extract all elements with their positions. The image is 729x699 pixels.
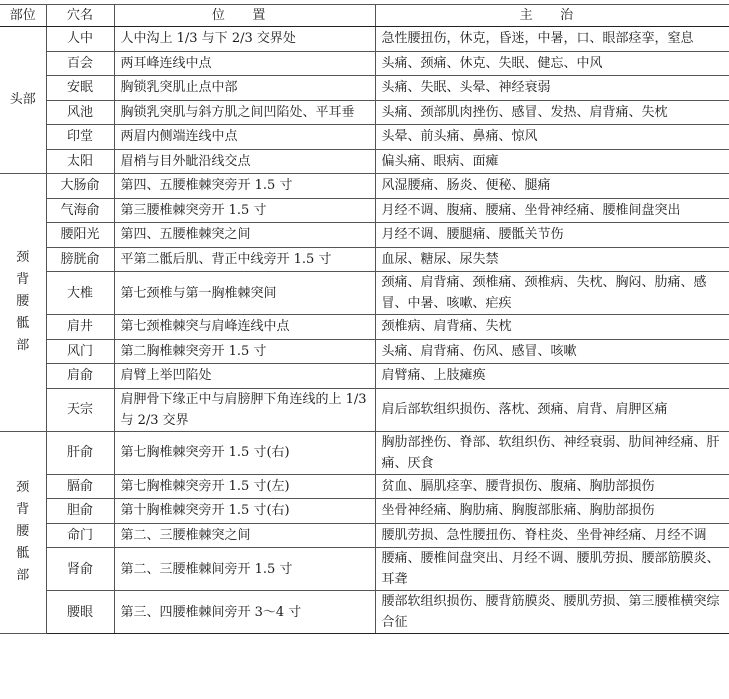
- location-cell: 第二、三腰椎棘间旁开 1.5 寸: [114, 548, 375, 591]
- region-cell: [0, 27, 46, 174]
- table-row: [0, 591, 729, 634]
- point-cell: 腰阳光: [46, 223, 114, 248]
- location-cell: 两耳峰连线中点: [114, 51, 375, 76]
- point-cell: 风池: [46, 100, 114, 125]
- location-cell: 平第二骶后肌、背正中线旁开 1.5 寸: [114, 247, 375, 272]
- region-label: 颈 背 腰 骶 部: [16, 480, 30, 584]
- location-cell: 第四、五腰椎棘突之间: [114, 223, 375, 248]
- location-cell: 肩臂上举凹陷处: [114, 364, 375, 389]
- indication-cell: 偏头痛、眼病、面瘫: [375, 149, 729, 174]
- table-row: [0, 149, 729, 174]
- indication-cell: 月经不调、腹痛、腰痛、坐骨神经痛、腰椎间盘突出: [375, 198, 729, 223]
- point-cell: 太阳: [46, 149, 114, 174]
- indication-cell: 头痛、颈部肌肉挫伤、感冒、发热、肩背痛、失枕: [375, 100, 729, 125]
- table-row: [0, 51, 729, 76]
- location-cell: 第十胸椎棘突旁开 1.5 寸(右): [114, 499, 375, 524]
- indication-cell: 头痛、肩背痛、伤风、感冒、咳嗽: [375, 339, 729, 364]
- indication-cell: 血尿、糖尿、尿失禁: [375, 247, 729, 272]
- table-row: [0, 315, 729, 340]
- location-cell: 第七胸椎棘突旁开 1.5 寸(右): [114, 431, 375, 474]
- location-cell: 第二、三腰椎棘突之间: [114, 523, 375, 548]
- location-cell: 第七颈椎棘突与肩峰连线中点: [114, 315, 375, 340]
- point-cell: 天宗: [46, 388, 114, 431]
- table-body: [0, 27, 729, 634]
- header-location: 位 置: [114, 5, 375, 27]
- table-row: [0, 247, 729, 272]
- point-cell: 肝俞: [46, 431, 114, 474]
- point-cell: 风门: [46, 339, 114, 364]
- indication-cell: 风湿腰痛、肠炎、便秘、腿痛: [375, 174, 729, 199]
- location-cell: 胸锁乳突肌止点中部: [114, 76, 375, 101]
- indication-cell: 急性腰扭伤，休克，昏迷，中暑，口、眼部痉挛，窒息: [375, 27, 729, 52]
- point-cell: 印堂: [46, 125, 114, 150]
- point-cell: 肩俞: [46, 364, 114, 389]
- indication-cell: 头痛、颈痛、休克、失眠、健忘、中风: [375, 51, 729, 76]
- location-cell: 胸锁乳突肌与斜方肌之间凹陷处、平耳垂: [114, 100, 375, 125]
- location-cell: 第二胸椎棘突旁开 1.5 寸: [114, 339, 375, 364]
- table-row: [0, 388, 729, 431]
- header-row: [0, 5, 729, 27]
- point-cell: 气海俞: [46, 198, 114, 223]
- region-label: 颈 背 腰 骶 部: [16, 250, 30, 354]
- location-cell: 肩胛骨下缘正中与肩膀胛下角连线的上 1/3 与 2/3 交界: [114, 388, 375, 431]
- indication-cell: 腰肌劳损、急性腰扭伤、脊柱炎、坐骨神经痛、月经不调: [375, 523, 729, 548]
- point-cell: 人中: [46, 27, 114, 52]
- point-cell: 膀胱俞: [46, 247, 114, 272]
- table-row: [0, 27, 729, 52]
- point-cell: 百会: [46, 51, 114, 76]
- point-cell: 胆俞: [46, 499, 114, 524]
- location-cell: 两眉内侧端连线中点: [114, 125, 375, 150]
- location-cell: 眉梢与目外眦沿线交点: [114, 149, 375, 174]
- location-cell: 第三腰椎棘突旁开 1.5 寸: [114, 198, 375, 223]
- indication-cell: 颈椎病、肩背痛、失枕: [375, 315, 729, 340]
- location-cell: 第三、四腰椎棘间旁开 3～4 寸: [114, 591, 375, 634]
- location-cell: 第七胸椎棘突旁开 1.5 寸(左): [114, 474, 375, 499]
- indication-cell: 贫血、膈肌痉挛、腰背损伤、腹痛、胸肋部损伤: [375, 474, 729, 499]
- point-cell: 肩井: [46, 315, 114, 340]
- table-row: [0, 431, 729, 474]
- table-row: [0, 339, 729, 364]
- point-cell: 命门: [46, 523, 114, 548]
- table-row: [0, 523, 729, 548]
- location-cell: 第七颈椎与第一胸椎棘突间: [114, 272, 375, 315]
- indication-cell: 胸肋部挫伤、脊部、软组织伤、神经衰弱、肋间神经痛、肝痛、厌食: [375, 431, 729, 474]
- indication-cell: 坐骨神经痛、胸肋痛、胸腹部胀痛、胸肋部损伤: [375, 499, 729, 524]
- table-row: [0, 364, 729, 389]
- indication-cell: 月经不调、腰腿痛、腰骶关节伤: [375, 223, 729, 248]
- point-cell: 安眠: [46, 76, 114, 101]
- table-row: [0, 474, 729, 499]
- table-row: [0, 174, 729, 199]
- table-row: [0, 499, 729, 524]
- table-row: [0, 76, 729, 101]
- table-row: [0, 223, 729, 248]
- header-indication: 主 治: [375, 5, 729, 27]
- table-row: [0, 125, 729, 150]
- point-cell: 膈俞: [46, 474, 114, 499]
- point-cell: 腰眼: [46, 591, 114, 634]
- header-point: 穴名: [46, 5, 114, 27]
- indication-cell: 腰部软组织损伤、腰背筋膜炎、腰肌劳损、第三腰椎横突综合征: [375, 591, 729, 634]
- indication-cell: 头痛、失眠、头晕、神经衰弱: [375, 76, 729, 101]
- indication-cell: 颈痛、肩背痛、颈椎痛、颈椎病、失枕、胸闷、肋痛、感冒、中暑、咳嗽、疟疾: [375, 272, 729, 315]
- region-cell: [0, 174, 46, 432]
- indication-cell: 肩后部软组织损伤、落枕、颈痛、肩背、肩胛区痛: [375, 388, 729, 431]
- point-cell: 大肠俞: [46, 174, 114, 199]
- point-cell: 肾俞: [46, 548, 114, 591]
- region-cell: [0, 431, 46, 634]
- point-cell: 大椎: [46, 272, 114, 315]
- region-label: 头部: [9, 92, 36, 107]
- table-row: [0, 548, 729, 591]
- table-row: [0, 198, 729, 223]
- table-header: [0, 5, 729, 27]
- location-cell: 人中沟上 1/3 与下 2/3 交界处: [114, 27, 375, 52]
- indication-cell: 肩臂痛、上肢瘫痪: [375, 364, 729, 389]
- header-region: 部位: [0, 5, 46, 27]
- table-row: [0, 100, 729, 125]
- table-row: [0, 272, 729, 315]
- indication-cell: 腰痛、腰椎间盘突出、月经不调、腰肌劳损、腰部筋膜炎、耳聋: [375, 548, 729, 591]
- acupoint-table: [0, 4, 729, 634]
- location-cell: 第四、五腰椎棘突旁开 1.5 寸: [114, 174, 375, 199]
- indication-cell: 头晕、前头痛、鼻痛、惊风: [375, 125, 729, 150]
